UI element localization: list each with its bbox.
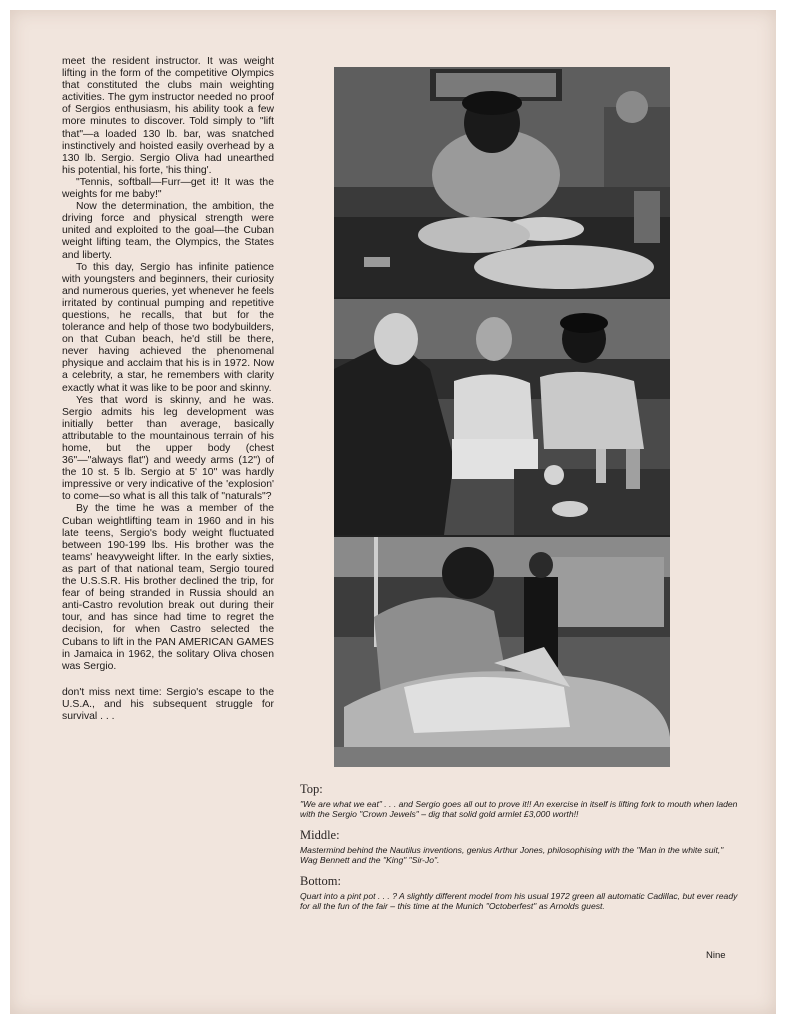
caption-bottom-text: Quart into a pint pot . . . ? A slightly different model from his usual 1972 green all automatic Cadillac, but ever ready for all the fun of the fair – this time at the Munich "Octoberfest" as Arnolds guest. bbox=[300, 890, 738, 912]
caption-top-heading: Top: bbox=[300, 782, 323, 796]
caption-bottom-heading: Bottom: bbox=[300, 873, 341, 888]
article-column bbox=[62, 56, 274, 723]
photo-conversation bbox=[334, 299, 670, 535]
page-number: Nine bbox=[706, 950, 726, 961]
article-paragraph-1: meet the resident instructor. It was weight lifting in the form of the competitive Olympics that constituted the clubs main weighting activities. The gym instructor needed no proof of Sergios enthusiasm, his ability took a few more minutes to discover. Told simply to "lift that"—a loaded 130 lb. bar, was snatched instinctively and hoisted easily overhead by a 130 lb. Sergio. Sergio Oliva had unearthed his potential, his forte, 'his thing'. bbox=[62, 56, 274, 176]
article-paragraph-2: "Tennis, softball—Furr—get it! It was the weights for me baby!" bbox=[62, 176, 274, 201]
caption-middle-text: Mastermind behind the Nautilus inventions, genius Arthur Jones, philosophising with the "Man in the white suit," Wag Bennett and the "King" "Sir-Jo". bbox=[300, 844, 724, 866]
article-paragraph-6: By the time he was a member of the Cuban weightlifting team in 1960 and in his late teens, Sergio's body weight fluctuated between 190-199 lbs. His brother was the teams' heavyweight lifter. In the early sixties, as part of that national team, Sergio toured the U.S.S.R. His brother declined the trip, for fear of being stranded in Russia should an anti-Castro revolution break out during their tour, and has since had time to regret the decision, for when Castro selected the Cubans to lift in the PAN AMERICAN GAMES in Jamaica in 1962, the solitary Oliva chosen was Sergio. bbox=[62, 503, 274, 672]
photo-captions bbox=[300, 782, 740, 919]
article-paragraph-3: Now the determination, the ambition, the driving force and physical strength were united and exploited to the goal—the Cuban weight lifting team, the Olympics, the States and liberty. bbox=[62, 201, 274, 261]
article-paragraph-4: To this day, Sergio has infinite patience with youngsters and beginners, their curiosity and numerous queries, yet whenever he feels irritated by continual pumping and repetitive questions, he recalls, that but for the tolerance and help of those two bodybuilders, on that Cuban beach, he'd still be there, never having achieved the phenomenal physique and acclaim that his is in 1972. Now a celebrity, a star, he remembers with clarity exactly what it was like to be poor and skinny. bbox=[62, 261, 274, 394]
photo-fairground bbox=[334, 537, 670, 767]
caption-middle-heading: Middle: bbox=[300, 827, 340, 842]
caption-top-text: "We are what we eat" . . . and Sergio goes all out to prove it!! An exercise in itself is lifting fork to mouth when laden with the Sergio "Crown Jewels" – dig that solid gold armlet £3,000 worth!! bbox=[300, 799, 738, 820]
magazine-page bbox=[10, 10, 776, 1014]
article-paragraph-5: Yes that word is skinny, and he was. Sergio admits his leg development was initially better than average, basically attributable to the mountainous terrain of his home, but the upper body (chest 36"—"always flat") and weedy arms (12") of the 10 st. 5 lb. Sergio at 5' 10" was hardly impressive or very indicative of the 'explosion' to come—so what is all this talk of "naturals"? bbox=[62, 394, 274, 503]
photo-strip bbox=[334, 67, 670, 767]
next-time-teaser: don't miss next time: Sergio's escape to the U.S.A., and his subsequent struggle for survival . . . bbox=[62, 686, 274, 722]
photo-dining bbox=[334, 67, 670, 297]
